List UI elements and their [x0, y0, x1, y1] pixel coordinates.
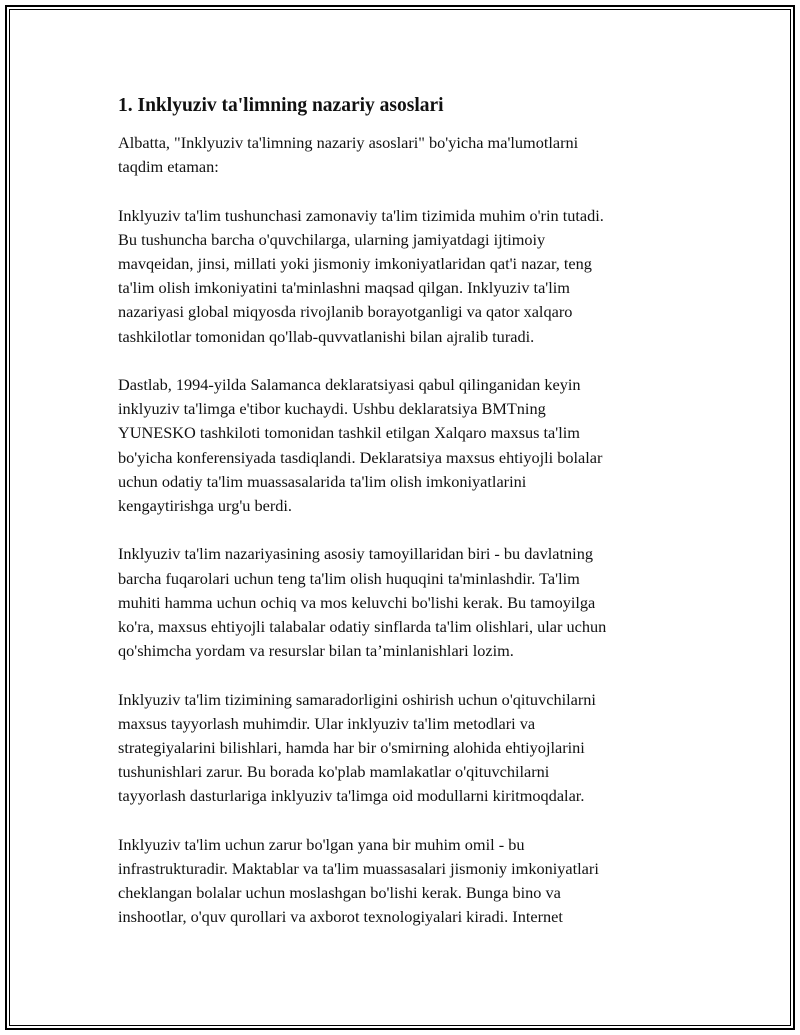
text-line: maxsus tayyorlash muhimdir. Ular inklyuziv ta'lim metodlari va: [118, 713, 536, 733]
text-line: cheklangan bolalar uchun moslashgan bo'lishi kerak. Bunga bino va: [118, 883, 561, 903]
text-line: infrastrukturadir. Maktablar va ta'lim muassasalari jismoniy imkoniyatlari: [118, 859, 599, 879]
text-line: mavqeidan, jinsi, millati yoki jismoniy imkoniyatlaridan qat'i nazar, teng: [118, 254, 592, 273]
text-line: ko'ra, maxsus ehtiyojli talabalar odatiy sinflarda ta'lim olishlari, ular uchun: [118, 617, 607, 637]
text-line: strategiyalarini bilishlari, hamda har bir o'smirning alohida ehtiyojlarini: [118, 738, 585, 758]
text-line: qo'shimcha yordam va resurslar bilan ta’minlanishlari lozim.: [118, 641, 514, 661]
text-line: Inklyuziv ta'lim tushunchasi zamonaviy ta'lim tizimida muhim o'rin tutadi.: [118, 205, 604, 225]
text-line: tushunishlari zarur. Bu borada ko'plab mamlakatlar o'qituvchilarni: [118, 762, 550, 782]
text-line: inklyuziv ta'limga e'tibor kuchaydi. Ushbu deklaratsiya BMTning: [118, 399, 546, 419]
text-line: taqdim etaman:: [118, 157, 219, 177]
text-line: barcha fuqarolari uchun teng ta'lim olish huquqini ta'minlashdir. Ta'lim: [118, 568, 580, 588]
text-line: Bu tushuncha barcha o'quvchilarga, ularning jamiyatdagi ijtimoiy: [118, 229, 546, 249]
text-line: kengaytirishga urg'u berdi.: [118, 496, 292, 516]
paragraph-teachers: [118, 688, 678, 809]
text-line: inshootlar, o'quv qurollari va axborot texnologiyalari kiradi. Internet: [118, 907, 563, 927]
paragraph-infrastructure: [118, 833, 678, 930]
document-body: [118, 94, 678, 954]
text-line: YUNESKO tashkiloti tomonidan tashkil etilgan Xalqaro maxsus ta'lim: [118, 423, 580, 443]
section-heading: 1. Inklyuziv ta'limning nazariy asoslari: [118, 95, 444, 116]
text-line: nazariyasi global miqyosda rivojlanib borayotganligi va qator xalqaro: [118, 302, 573, 322]
paragraph-principles: [118, 542, 678, 663]
paragraph-salamanca: [118, 373, 678, 518]
text-line: tayyorlash dasturlariga inklyuziv ta'limga oid modullarni kiritmoqdalar.: [118, 786, 585, 806]
paragraph-intro: [118, 131, 678, 179]
text-line: Inklyuziv ta'lim tizimining samaradorligini oshirish uchun o'qituvchilarni: [118, 689, 596, 709]
text-line: ta'lim olish imkoniyatini ta'minlashni maqsad qilgan. Inklyuziv ta'lim: [118, 278, 570, 298]
text-line: Inklyuziv ta'lim uchun zarur bo'lgan yana bir muhim omil - bu: [118, 834, 525, 854]
text-line: uchun odatiy ta'lim muassasalarida ta'lim olish imkoniyatlarini: [118, 471, 527, 491]
text-line: muhiti hamma uchun ochiq va mos keluvchi bo'lishi kerak. Bu tamoyilga: [118, 592, 596, 612]
text-line: Dastlab, 1994-yilda Salamanca deklaratsiyasi qabul qilinganidan keyin: [118, 375, 581, 394]
text-line: Albatta, "Inklyuziv ta'limning nazariy asoslari" bo'yicha ma'lumotlarni: [118, 133, 579, 152]
text-line: tashkilotlar tomonidan qo'llab-quvvatlanishi bilan ajralib turadi.: [118, 326, 535, 346]
text-line: Inklyuziv ta'lim nazariyasining asosiy tamoyillaridan biri - bu davlatning: [118, 544, 593, 564]
paragraph-concept: [118, 204, 678, 349]
text-line: bo'yicha konferensiyada tasdiqlandi. Deklaratsiya maxsus ehtiyojli bolalar: [118, 447, 603, 467]
